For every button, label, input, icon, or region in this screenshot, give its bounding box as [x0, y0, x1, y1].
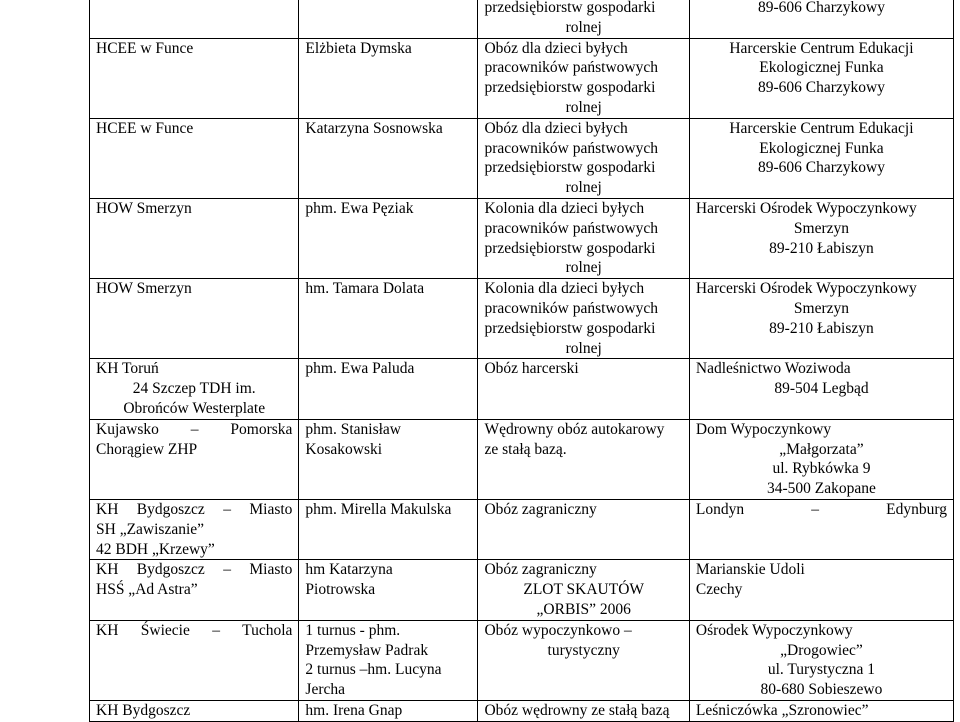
- cell-line: Obóz harcerski: [484, 360, 579, 378]
- cell-line: Harcerski Ośrodek Wypoczynkowy: [695, 199, 917, 217]
- cell-line: 89-606 Charzykowy: [757, 79, 885, 97]
- cell-line: rolnej: [565, 18, 602, 36]
- cell-c4-row-5: [689, 359, 953, 419]
- spacer: [696, 98, 947, 118]
- cell-line: HOW Smerzyn: [96, 280, 192, 298]
- cell-line: 89-210 Łabiszyn: [769, 319, 874, 337]
- cell-line: 89-210 Łabiszyn: [769, 239, 874, 257]
- cell-c2-row-8: [299, 560, 478, 620]
- table-row: [90, 279, 954, 359]
- cell-c4-row-1: [689, 38, 953, 118]
- cell-line: Ośrodek Wypoczynkowy: [695, 621, 853, 639]
- cell-line: phm. Mirella Makulska: [305, 500, 452, 518]
- table-row: [90, 499, 954, 559]
- cell-c1-row-3: [90, 198, 299, 278]
- table-row: [90, 0, 954, 38]
- cell-line: ze stałą bazą.: [484, 440, 567, 458]
- table-row: [90, 419, 954, 499]
- cell-line: 89-606 Charzykowy: [757, 0, 885, 16]
- cell-line: Smerzyn: [793, 219, 850, 237]
- cell-line: Harcerski Ośrodek Wypoczynkowy: [695, 280, 917, 298]
- table-row: [90, 560, 954, 620]
- cell-c3-row-2: [478, 118, 689, 198]
- cell-line: Ekologicznej Funka: [759, 59, 884, 77]
- cell-line: Obóz zagraniczny: [484, 500, 597, 518]
- cell-c2-row-6: [299, 419, 478, 499]
- cell-line: „ORBIS” 2006: [536, 600, 631, 618]
- cell-c2-row-2: [299, 118, 478, 198]
- spacer: [696, 178, 947, 198]
- cell-line: phm. Ewa Pęziak: [305, 199, 414, 217]
- cell-line: przedsiębiorstw gospodarki: [484, 239, 656, 257]
- table-row: [90, 198, 954, 278]
- cell-line: 34-500 Zakopane: [767, 480, 876, 498]
- cell-line: 1 turnus - phm.: [305, 621, 401, 639]
- cell-line: Obóz wypoczynkowo –: [484, 621, 632, 639]
- cell-c1-row-8: [90, 560, 299, 620]
- cell-line: Piotrowska: [305, 581, 376, 599]
- cell-line: Dom Wypoczynkowy: [695, 420, 832, 438]
- cell-line: Kolonia dla dzieci byłych: [484, 280, 645, 298]
- cell-c3-row-3: [478, 198, 689, 278]
- cell-c3-row-5: [478, 359, 689, 419]
- cell-line: pracowników państwowych: [484, 299, 658, 317]
- cell-line: Nadleśnictwo Woziwoda: [695, 360, 851, 378]
- cell-line: KH Świecie – Tuchola: [96, 621, 293, 639]
- cell-c4-row-9: [689, 620, 953, 700]
- camps-table: [89, 0, 954, 722]
- cell-line: Kujawsko – Pomorska: [96, 420, 293, 438]
- cell-line: pracowników państwowych: [484, 139, 658, 157]
- cell-line: SH „Zawiszanie”: [96, 520, 205, 538]
- cell-line: Chorągiew ZHP: [96, 440, 198, 458]
- cell-line: hm. Irena Gnap: [305, 701, 403, 719]
- cell-c4-row-4: [689, 279, 953, 359]
- cell-c2-row-0: [299, 0, 478, 38]
- cell-line: Smerzyn: [793, 299, 850, 317]
- cell-line: Londyn – Edynburg: [695, 500, 947, 518]
- cell-line: HOW Smerzyn: [96, 199, 192, 217]
- cell-line: HCEE w Funce: [96, 119, 194, 137]
- spacer: [696, 258, 947, 278]
- cell-c4-row-8: [689, 560, 953, 620]
- cell-c3-row-4: [478, 279, 689, 359]
- cell-line: 2 turnus –hm. Lucyna: [305, 661, 442, 679]
- cell-line: Ekologicznej Funka: [759, 139, 884, 157]
- cell-line: rolnej: [565, 259, 602, 277]
- cell-line: Czechy: [695, 581, 743, 599]
- cell-line: „Drogowiec”: [780, 641, 863, 659]
- cell-line: Obóz dla dzieci byłych: [484, 39, 628, 57]
- cell-c1-row-6: [90, 419, 299, 499]
- cell-line: 89-504 Legbąd: [774, 380, 869, 398]
- cell-c2-row-10: [299, 700, 478, 721]
- cell-line: Kolonia dla dzieci byłych: [484, 199, 645, 217]
- cell-c1-row-1: [90, 38, 299, 118]
- cell-line: rolnej: [565, 98, 602, 116]
- cell-line: ul. Turystyczna 1: [767, 661, 876, 679]
- table-row: [90, 38, 954, 118]
- cell-line: 24 Szczep TDH im.: [132, 380, 256, 398]
- cell-c1-row-2: [90, 118, 299, 198]
- cell-line: Katarzyna Sosnowska: [305, 119, 443, 137]
- cell-line: KH Bydgoszcz: [96, 701, 191, 719]
- cell-line: ZLOT SKAUTÓW: [523, 581, 645, 599]
- cell-line: przedsiębiorstw gospodarki: [484, 79, 656, 97]
- cell-line: pracowników państwowych: [484, 59, 658, 77]
- cell-c3-row-7: [478, 499, 689, 559]
- cell-line: Wędrowny obóz autokarowy: [484, 420, 665, 438]
- cell-c1-row-10: [90, 700, 299, 721]
- cell-c2-row-1: [299, 38, 478, 118]
- cell-line: rolnej: [565, 339, 602, 357]
- cell-c3-row-8: [478, 560, 689, 620]
- cell-c2-row-3: [299, 198, 478, 278]
- cell-c4-row-3: [689, 198, 953, 278]
- cell-c1-row-9: [90, 620, 299, 700]
- cell-c4-row-0: [689, 0, 953, 38]
- cell-c2-row-4: [299, 279, 478, 359]
- cell-line: turystyczny: [547, 641, 620, 659]
- cell-line: hm. Tamara Dolata: [305, 280, 425, 298]
- cell-c4-row-10: [689, 700, 953, 721]
- cell-line: Obóz zagraniczny: [484, 561, 597, 579]
- cell-line: Harcerskie Centrum Edukacji: [729, 119, 914, 137]
- cell-line: Leśniczówka „Szronowiec”: [695, 701, 869, 719]
- cell-c3-row-1: [478, 38, 689, 118]
- camps-table-body: [90, 0, 954, 721]
- table-row: [90, 359, 954, 419]
- cell-line: HSŚ „Ad Astra”: [96, 581, 198, 599]
- cell-c1-row-5: [90, 359, 299, 419]
- cell-line: Obóz dla dzieci byłych: [484, 119, 628, 137]
- table-row: [90, 620, 954, 700]
- cell-line: HCEE w Funce: [96, 39, 194, 57]
- cell-c3-row-9: [478, 620, 689, 700]
- cell-line: hm Katarzyna: [305, 561, 393, 579]
- cell-c1-row-0: [90, 0, 299, 38]
- cell-c4-row-2: [689, 118, 953, 198]
- cell-line: KH Bydgoszcz – Miasto: [96, 500, 293, 518]
- table-row: [90, 118, 954, 198]
- cell-line: Obóz wędrowny ze stałą bazą: [484, 701, 670, 719]
- cell-line: „Małgorzata”: [779, 440, 864, 458]
- cell-line: Przemysław Padrak: [305, 641, 429, 659]
- cell-c2-row-5: [299, 359, 478, 419]
- cell-line: ul. Rybkówka 9: [772, 460, 871, 478]
- cell-c3-row-10: [478, 700, 689, 721]
- cell-c2-row-7: [299, 499, 478, 559]
- cell-line: Elżbieta Dymska: [305, 39, 412, 57]
- cell-line: KH Bydgoszcz – Miasto: [96, 561, 293, 579]
- cell-line: Kosakowski: [305, 440, 383, 458]
- cell-line: phm. Stanisław: [305, 420, 402, 438]
- cell-line: 89-606 Charzykowy: [757, 159, 885, 177]
- table-row: [90, 700, 954, 721]
- cell-line: Jercha: [305, 681, 346, 699]
- cell-line: 42 BDH „Krzewy”: [96, 540, 215, 558]
- cell-line: pracowników państwowych: [484, 219, 658, 237]
- cell-c4-row-7: [689, 499, 953, 559]
- cell-line: KH Toruń: [96, 360, 159, 378]
- cell-line: Harcerskie Centrum Edukacji: [729, 39, 914, 57]
- cell-line: przedsiębiorstw gospodarki: [484, 0, 656, 16]
- cell-line: przedsiębiorstw gospodarki: [484, 159, 656, 177]
- cell-c1-row-4: [90, 279, 299, 359]
- cell-c2-row-9: [299, 620, 478, 700]
- cell-c3-row-6: [478, 419, 689, 499]
- cell-line: Obrońców Westerplate: [123, 399, 266, 417]
- cell-c4-row-6: [689, 419, 953, 499]
- cell-line: phm. Ewa Paluda: [305, 360, 415, 378]
- cell-line: 80-680 Sobieszewo: [760, 681, 883, 699]
- cell-line: przedsiębiorstw gospodarki: [484, 319, 656, 337]
- cell-line: rolnej: [565, 179, 602, 197]
- spacer: [696, 339, 947, 359]
- cell-line: Marianskie Udoli: [695, 561, 805, 579]
- cell-c1-row-7: [90, 499, 299, 559]
- cell-c3-row-0: [478, 0, 689, 38]
